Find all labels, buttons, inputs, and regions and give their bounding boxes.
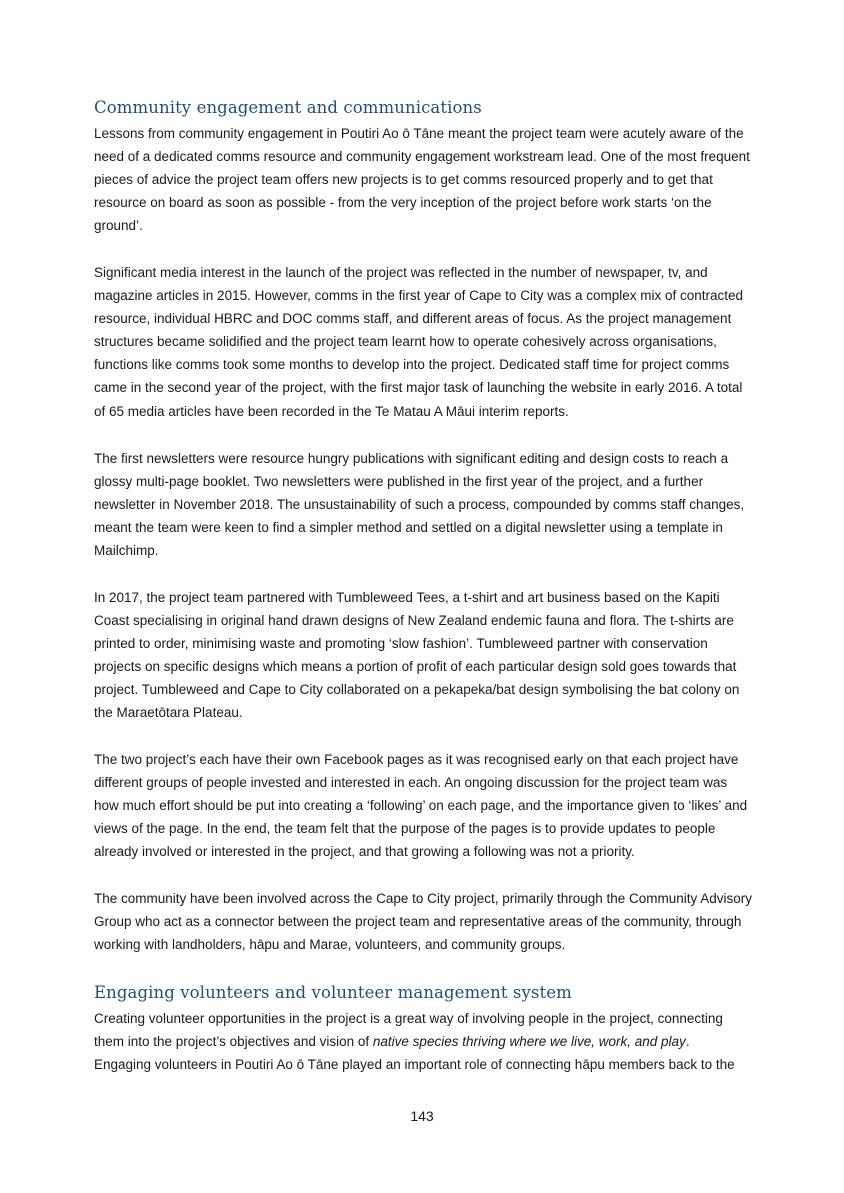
section-heading-community-engagement: Community engagement and communications (94, 98, 482, 117)
paragraph-community-advisory-group: The community have been involved across the Cape to City project, primarily through the Community Advisory Group who act as a connector between the project team and representative areas of the community, through working with landholders, hāpu and Marae, volunteers, and community groups. (94, 891, 753, 953)
paragraph-newsletters: The first newsletters were resource hungry publications with significant editing and design costs to reach a glossy multi-page booklet. Two newsletters were published in the first year of the project, and a further newsletter in November 2018. The unsustainability of such a process, compounded by comms staff changes, meant the team were keen to find a simpler method and settled on a digital newsletter using a template in Mailchimp. (94, 451, 745, 559)
volunteer-continuation-text: Engaging volunteers in Poutiri Ao ō Tāne played an important role of connecting hāpu members back to the (94, 1057, 735, 1073)
paragraph-tumbleweed-tees: In 2017, the project team partnered with Tumbleweed Tees, a t-shirt and art business based on the Kapiti Coast specialising in original hand drawn designs of New Zealand endemic fauna and flora. The t-shirts are printed to order, minimising waste and promoting ‘slow fashion’. Tumbleweed partner with conservation projects on specific designs which means a portion of profit of each particular design sold goes towards that project. Tumbleweed and Cape to City collaborated on a pekapeka/bat design symbolising the bat colony on the Maraetōtara Plateau. (94, 590, 740, 721)
vision-emphasis: native species thriving where we live, work, and play (372, 1034, 686, 1050)
page-number: 143 (410, 1108, 434, 1124)
paragraph-facebook-pages: The two project’s each have their own Facebook pages as it was recognised early on that each project have different groups of people invested and interested in each. An ongoing discussion for the project team was how much effort should be put into creating a ‘following’ on each page, and the importance given to ‘likes’ and views of the page. In the end, the team felt that the purpose of the pages is to provide updates to people already involved or interested in the project, and that growing a following was not a priority. (94, 752, 748, 860)
paragraph-volunteer-opportunities (94, 1007, 754, 1076)
section-heading-volunteers: Engaging volunteers and volunteer management system (94, 983, 572, 1002)
volunteer-intro-text: Creating volunteer opportunities in the project is a great way of involving people in the project, connecting them into the project’s objectives and vision of (94, 1011, 723, 1050)
paragraph-media-interest: Significant media interest in the launch of the project was reflected in the number of newspaper, tv, and magazine articles in 2015. However, comms in the first year of Cape to City was a complex mix of contracted resource, individual HBRC and DOC comms staff, and different areas of focus. As the project management structures became solidified and the project team learnt how to operate cohesively across organisations, functions like comms took some months to develop into the project. Dedicated staff time for project comms came in the second year of the project, with the first major task of launching the website in early 2016. A total of 65 media articles have been recorded in the Te Matau A Māui interim reports. (94, 265, 744, 419)
paragraph-comms-lessons: Lessons from community engagement in Poutiri Ao ō Tāne meant the project team were acutely aware of the need of a dedicated comms resource and community engagement workstream lead. One of the most frequent pieces of advice the project team offers new projects is to get comms resourced properly and to get that resource on board as soon as possible - from the very inception of the project before work starts ‘on the ground’. (94, 126, 750, 234)
volunteer-intro-end: . (685, 1034, 690, 1050)
